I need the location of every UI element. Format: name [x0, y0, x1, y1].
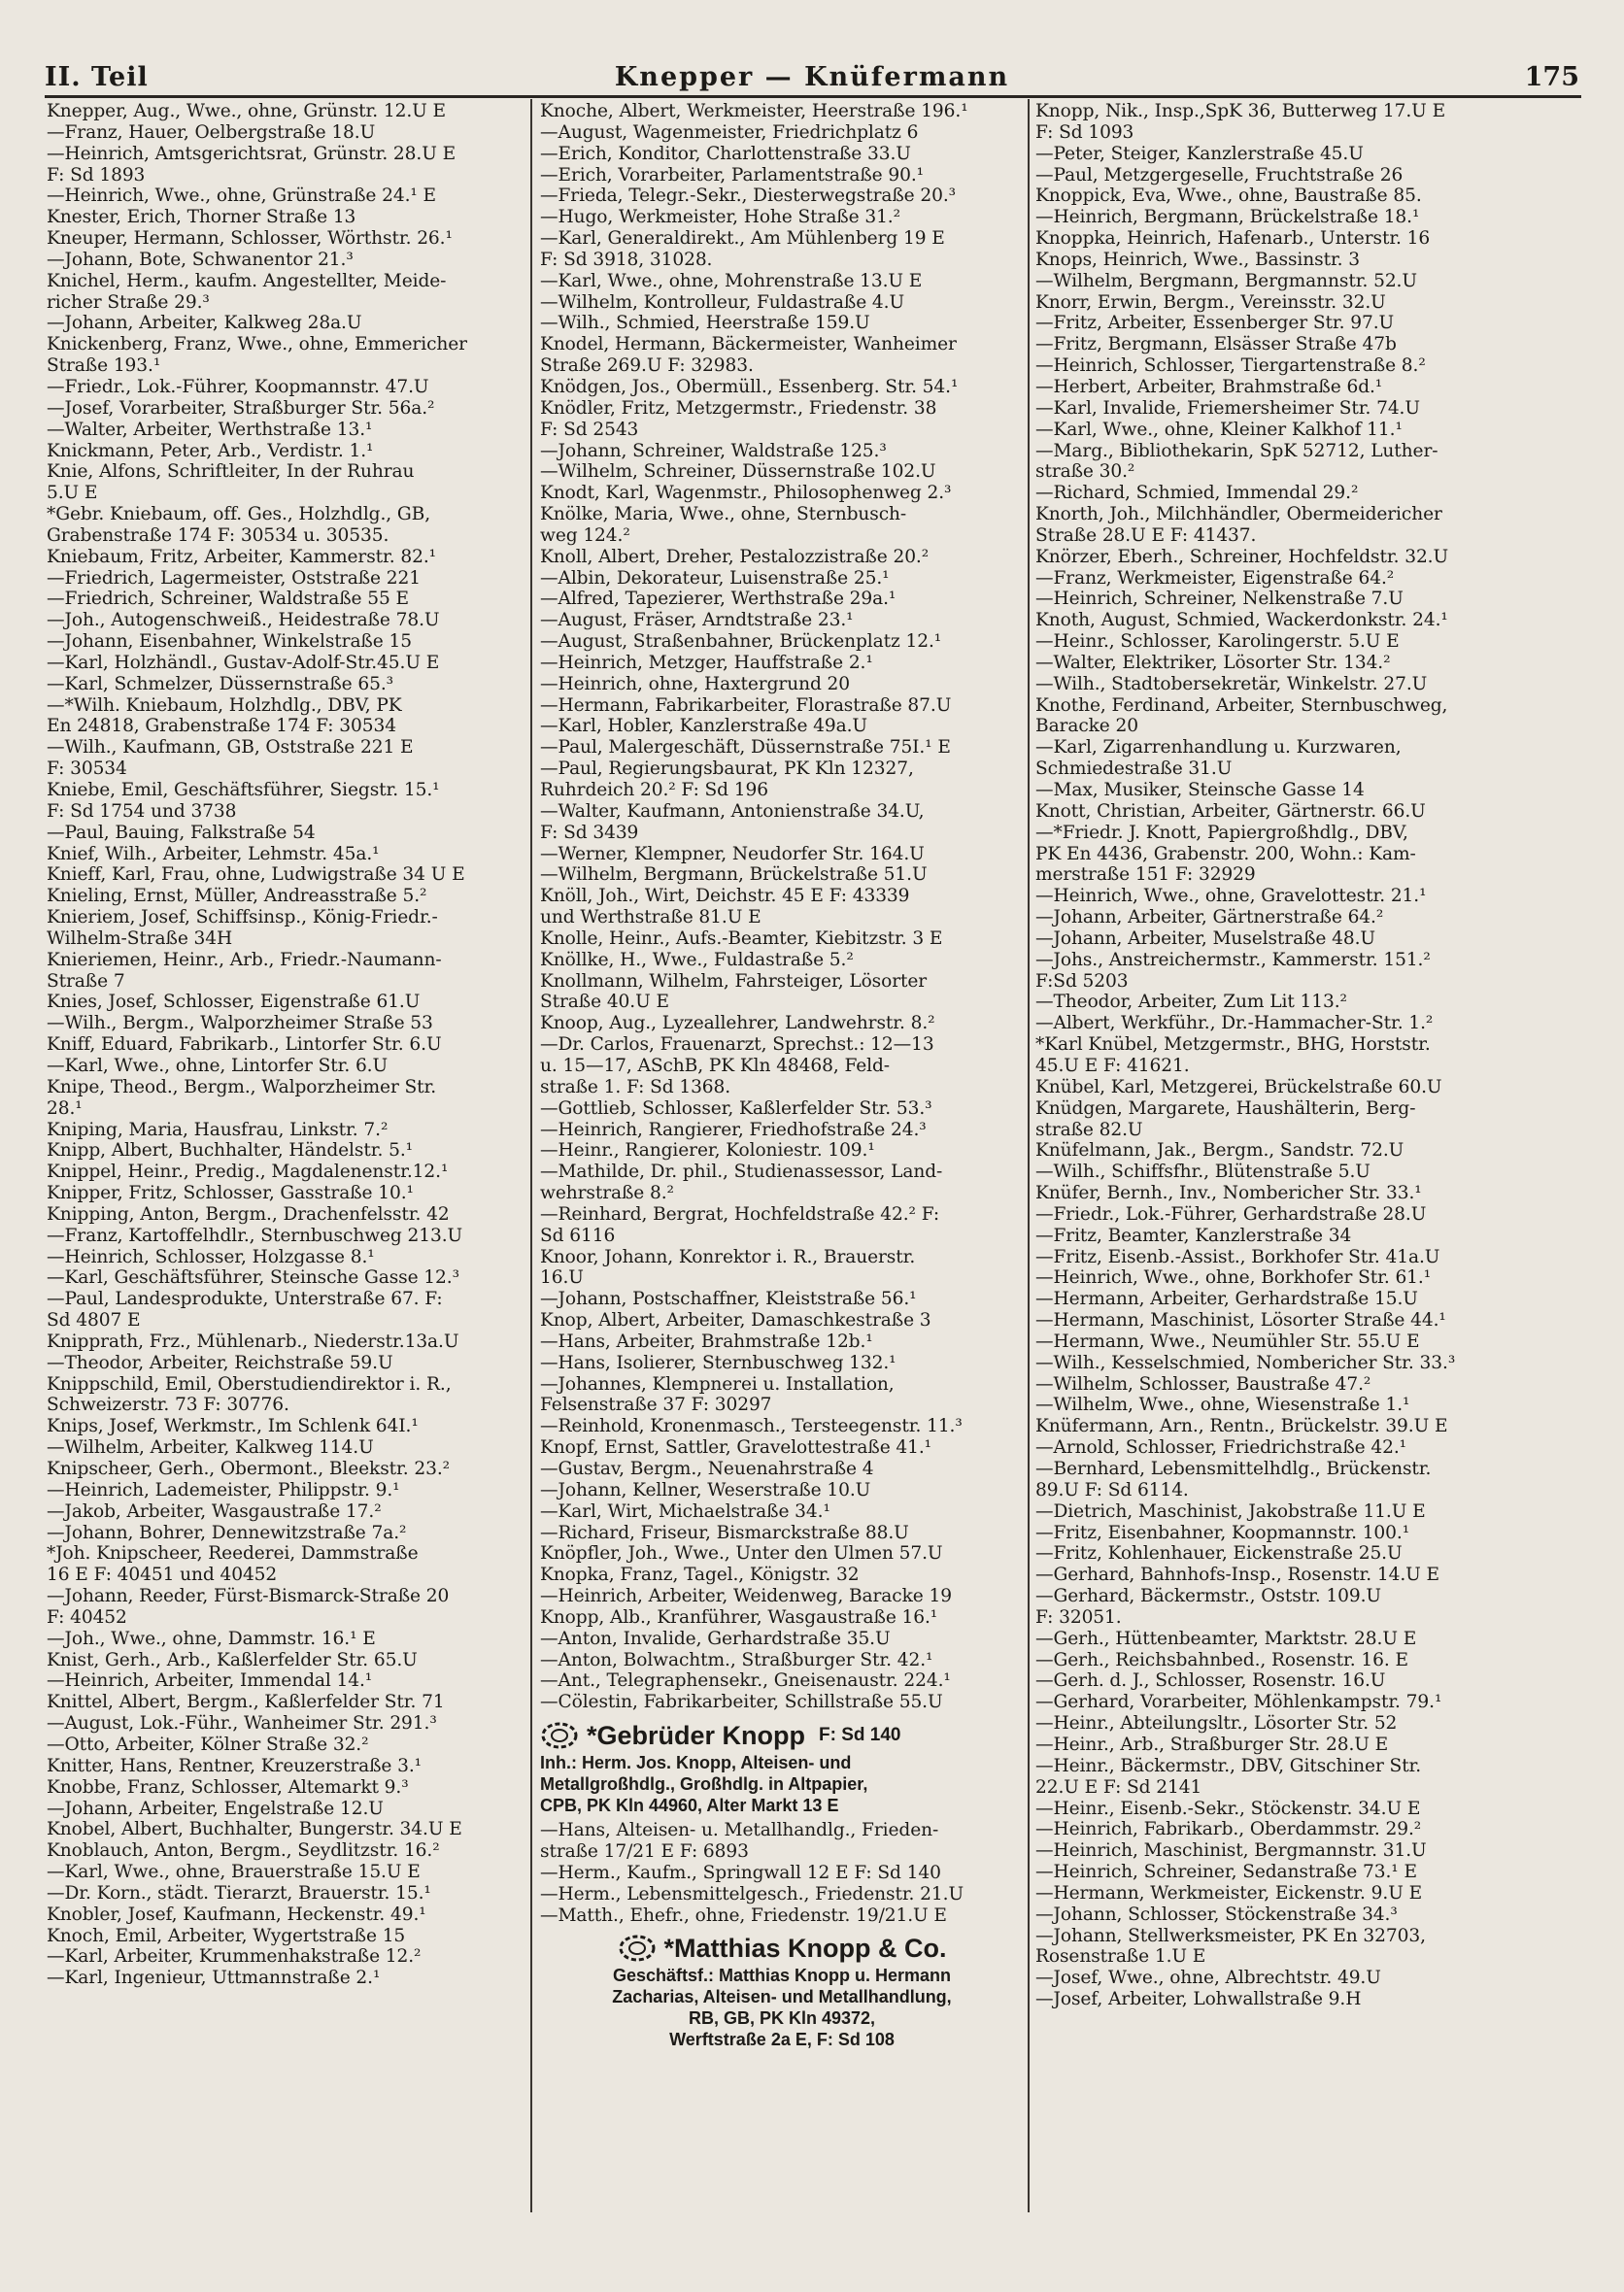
entry-line: Knödgen, Jos., Obermüll., Essenberg. Str. 54.¹	[540, 376, 959, 397]
entry-line: Knöllke, H., Wwe., Fuldastraße 5.²	[540, 949, 854, 970]
entry-line: —Heinrich, Schreiner, Sedanstraße 73.¹ E	[1035, 1862, 1417, 1883]
page-number: 175	[1524, 62, 1579, 92]
entry-line: F: Sd 1754 und 3738	[47, 800, 237, 822]
advert-title: *Matthias Knopp & Co.	[663, 1934, 947, 1964]
entry-line: merstraße 151 F: 32929	[1035, 864, 1256, 886]
entry-line: Knöll, Joh., Wirt, Deichstr. 45 E F: 43339	[540, 886, 910, 907]
entry-line: —Gerhard, Bahnhofs-Insp., Rosenstr. 14.U E	[1035, 1565, 1440, 1586]
entry-line: Knölke, Maria, Wwe., ohne, Sternbusch-	[540, 504, 907, 525]
entry-line: —Friedrich, Schreiner, Waldstraße 55 E	[47, 589, 409, 610]
knopp-firm-logo-icon	[540, 1721, 579, 1750]
entry-line: Grabenstraße 174 F: 30534 u. 30535.	[47, 524, 389, 546]
entry-line: —Franz, Hauer, Oelbergstraße 18.U	[47, 121, 376, 143]
entry-line: Knoch, Emil, Arbeiter, Wygertstraße 15	[47, 1925, 406, 1946]
entry-line: —Wilhelm, Kontrolleur, Fuldastraße 4.U	[540, 291, 905, 313]
entry-line: —Walter, Elektriker, Lösorter Str. 134.²	[1035, 652, 1391, 673]
entry-line: Knipp, Albert, Buchhalter, Händelstr. 5.¹	[47, 1140, 413, 1162]
entry-line: —Hermann, Wwe., Neumühler Str. 55.U E	[1035, 1331, 1420, 1352]
entry-line: *Joh. Knipscheer, Reederei, Dammstraße	[47, 1543, 419, 1565]
entry-line: Knüfermann, Arn., Rentn., Brückelstr. 39.U E	[1035, 1416, 1448, 1437]
entry-line: Metallgroßhdlg., Großhdlg. in Altpapier,	[540, 1774, 868, 1795]
entry-line: 5.U E	[47, 483, 98, 504]
entry-line: Straße 193.¹	[47, 355, 161, 377]
entry-line: —Karl, Zigarrenhandlung u. Kurzwaren,	[1035, 737, 1402, 758]
entry-line: F: Sd 1893	[47, 164, 146, 185]
entry-line: —Peter, Steiger, Kanzlerstraße 45.U	[1035, 143, 1364, 164]
entry-line: —Fritz, Eisenbahner, Koopmannstr. 100.¹	[1035, 1522, 1410, 1543]
entry-line: u. 15—17, ASchB, PK Kln 48468, Feld-	[540, 1055, 890, 1076]
entry-line: F: Sd 1093	[1035, 121, 1134, 143]
entry-line: —Franz, Werkmeister, Eigenstraße 64.²	[1035, 567, 1395, 589]
entry-line: —Wilh., Bergm., Walporzheimer Straße 53	[47, 1013, 433, 1034]
entry-line: —Heinrich, Schlosser, Tiergartenstraße 8.²	[1035, 355, 1426, 377]
entry-line: weg 124.²	[540, 524, 630, 546]
advert-body	[540, 1965, 1024, 2050]
entry-line: Knodel, Hermann, Bäckermeister, Wanheimer	[540, 334, 957, 355]
entry-line: —Hans, Arbeiter, Brahmstraße 12b.¹	[540, 1331, 873, 1352]
entry-line: —Johann, Arbeiter, Muselstraße 48.U	[1035, 927, 1375, 949]
entry-line: 16 E F: 40451 und 40452	[47, 1565, 278, 1586]
entry-line: —Joh., Wwe., ohne, Dammstr. 16.¹ E	[47, 1628, 376, 1649]
entry-line: —Karl, Geschäftsführer, Steinsche Gasse 12.³	[47, 1267, 459, 1289]
entry-line: —Heinrich, Fabrikarb., Oberdammstr. 29.²	[1035, 1819, 1422, 1840]
entry-line: straße 17/21 E F: 6893	[540, 1840, 749, 1862]
entry-line: Kniebaum, Fritz, Arbeiter, Kammerstr. 82.¹	[47, 546, 437, 567]
entry-line: Knüfelmann, Jak., Bergm., Sandstr. 72.U	[1035, 1140, 1404, 1162]
entry-line: —Wilhelm, Bergmann, Brückelstraße 51.U	[540, 864, 928, 886]
entry-line: —Cölestin, Fabrikarbeiter, Schillstraße 55.U	[540, 1692, 943, 1713]
entry-line: —Bernhard, Lebensmittelhdlg., Brückenstr.	[1035, 1459, 1432, 1479]
entry-line: —Arnold, Schlosser, Friedrichstraße 42.¹	[1035, 1437, 1406, 1459]
entry-line: —Johann, Arbeiter, Kalkweg 28a.U	[47, 313, 362, 334]
column-2-entries-b	[540, 1820, 1024, 1926]
entry-line: Knipping, Anton, Bergm., Drachenfelsstr. 42	[47, 1203, 450, 1225]
entry-line: Knipe, Theod., Bergm., Walporzheimer Str.	[47, 1076, 437, 1097]
column-2	[540, 101, 1024, 2054]
entry-line: Kniff, Eduard, Fabrikarb., Lintorfer Str. 6.U	[47, 1034, 442, 1056]
entry-line: —Fritz, Kohlenhauer, Eickenstraße 25.U	[1035, 1543, 1403, 1565]
entry-line: Wilhelm-Straße 34H	[47, 927, 233, 949]
entry-line: —Johann, Kellner, Weserstraße 10.U	[540, 1479, 871, 1500]
entry-line: —Johann, Eisenbahner, Winkelstraße 15	[47, 631, 412, 653]
entry-line: —Wilhelm, Schreiner, Düssernstraße 102.U	[540, 461, 936, 483]
entry-line: Knieling, Ernst, Müller, Andreasstraße 5.²	[47, 886, 427, 907]
entry-line: Werftstraße 2a E, F: Sd 108	[669, 2030, 895, 2050]
entry-line: —Heinrich, Schreiner, Nelkenstraße 7.U	[1035, 589, 1404, 610]
entry-line: —Alfred, Tapezierer, Werthstraße 29a.¹	[540, 589, 897, 610]
entry-line: —Johannes, Klempnerei u. Installation,	[540, 1373, 895, 1395]
entry-line: Knolle, Heinr., Aufs.-Beamter, Kiebitzstr. 3 E	[540, 927, 943, 949]
entry-line: *Gebr. Kniebaum, off. Ges., Holzhdlg., GB,	[47, 504, 431, 525]
header-rule	[45, 95, 1581, 98]
entry-line: —Heinrich, Maschinist, Bergmannstr. 31.U	[1035, 1840, 1427, 1862]
entry-line: Kniebe, Emil, Geschäftsführer, Siegstr. 15.¹	[47, 780, 440, 800]
entry-line: —Hermann, Werkmeister, Eickenstr. 9.U E	[1035, 1882, 1423, 1904]
entry-line: —Fritz, Bergmann, Elsässer Straße 47b	[1035, 334, 1397, 355]
entry-line: Sd 4807 E	[47, 1310, 141, 1331]
entry-line: Knopka, Franz, Tagel., Königstr. 32	[540, 1565, 860, 1586]
entry-line: Knieff, Karl, Frau, ohne, Ludwigstraße 34 U E	[47, 864, 465, 886]
column-divider	[530, 99, 532, 2212]
entry-line: —Frieda, Telegr.-Sekr., Diesterwegstraße 20.³	[540, 185, 957, 207]
header-range: Knepper — Knüfermann	[614, 62, 1010, 92]
entry-line: —Karl, Arbeiter, Krummenhakstraße 12.²	[47, 1946, 422, 1968]
advert-matthias-knopp	[540, 1932, 1024, 2050]
entry-line: Knipper, Fritz, Schlosser, Gasstraße 10.¹	[47, 1183, 414, 1204]
entry-line: —Wilh., Schmied, Heerstraße 159.U	[540, 313, 870, 334]
entry-line: CPB, PK Kln 44960, Alter Markt 13 E	[540, 1796, 839, 1816]
entry-line: —Herm., Kaufm., Springwall 12 E F: Sd 140	[540, 1862, 941, 1883]
entry-line: Knickmann, Peter, Arb., Verdistr. 1.¹	[47, 440, 374, 461]
entry-line: Felsenstraße 37 F: 30297	[540, 1395, 772, 1416]
entry-line: —Karl, Wwe., ohne, Kleiner Kalkhof 11.¹	[1035, 419, 1403, 440]
entry-line: —Reinhold, Kronenmasch., Tersteegenstr. 11.³	[540, 1416, 963, 1437]
entry-line: —Heinrich, ohne, Haxtergrund 20	[540, 673, 851, 694]
entry-line: Knoll, Albert, Dreher, Pestalozzistraße 20.²	[540, 546, 930, 567]
entry-line: —Paul, Landesprodukte, Unterstraße 67. F:	[47, 1289, 443, 1310]
entry-line: Zacharias, Alteisen- und Metallhandlung,	[612, 1987, 952, 2007]
entry-line: Straße 269.U F: 32983.	[540, 355, 754, 377]
entry-line: F: Sd 3918, 31028.	[540, 249, 713, 270]
page-header	[45, 62, 1579, 97]
entry-line: —August, Wagenmeister, Friedrichplatz 6	[540, 121, 919, 143]
entry-line: Knops, Heinrich, Wwe., Bassinstr. 3	[1035, 249, 1361, 270]
entry-line: —Wilh., Schiffsfhr., Blütenstraße 5.U	[1035, 1162, 1370, 1183]
entry-line: —Theodor, Arbeiter, Reichstraße 59.U	[47, 1352, 393, 1373]
entry-line: F: 40452	[47, 1606, 127, 1628]
entry-line: —Johann, Stellwerksmeister, PK En 32703,	[1035, 1925, 1426, 1946]
advert-body	[540, 1752, 1024, 1816]
entry-line: —Wilhelm, Schlosser, Baustraße 47.²	[1035, 1373, 1371, 1395]
entry-line: Knist, Gerh., Arb., Kaßlerfelder Str. 65.U	[47, 1649, 418, 1670]
entry-line: —Heinr., Bäckermstr., DBV, Gitschiner Str.	[1035, 1755, 1422, 1776]
entry-line: Knoop, Aug., Lyzeallehrer, Landwehrstr. 8.²	[540, 1013, 935, 1034]
entry-line: Knippschild, Emil, Oberstudiendirektor i. R.,	[47, 1373, 452, 1395]
entry-line: —Karl, Hobler, Kanzlerstraße 49a.U	[540, 716, 867, 737]
entry-line: —Paul, Metzgergeselle, Fruchtstraße 26	[1035, 164, 1404, 185]
entry-line: —Karl, Ingenieur, Uttmannstraße 2.¹	[47, 1968, 381, 1989]
entry-line: richer Straße 29.³	[47, 291, 210, 313]
entry-line: —Albin, Dekorateur, Luisenstraße 25.¹	[540, 567, 890, 589]
entry-line: —Hans, Alteisen- u. Metallhandlg., Frieden-	[540, 1820, 939, 1841]
entry-line: —Gerh. d. J., Schlosser, Rosenstr. 16.U	[1035, 1670, 1386, 1692]
entry-line: *Karl Knübel, Metzgermstr., BHG, Horststr.	[1035, 1034, 1431, 1056]
entry-line: Knoblauch, Anton, Bergm., Seydlitzstr. 16.²	[47, 1840, 440, 1862]
entry-line: —Hermann, Arbeiter, Gerhardstraße 15.U	[1035, 1289, 1418, 1310]
entry-line: —Heinrich, Wwe., ohne, Borkhofer Str. 61.¹	[1035, 1267, 1432, 1289]
entry-line: Sd 6116	[540, 1225, 616, 1246]
entry-line: —Heinrich, Bergmann, Brückelstraße 18.¹	[1035, 207, 1420, 228]
entry-line: F:Sd 5203	[1035, 970, 1129, 992]
entry-line: —Dr. Carlos, Frauenarzt, Sprechst.: 12—13	[540, 1034, 934, 1056]
entry-line: Straße 28.U E F: 41437.	[1035, 524, 1257, 546]
entry-line: Knüdgen, Margarete, Haushälterin, Berg-	[1035, 1097, 1416, 1119]
entry-line: F: 30534	[47, 758, 127, 780]
entry-line: und Werthstraße 81.U E	[540, 907, 761, 928]
entry-line: —Wilhelm, Wwe., ohne, Wiesenstraße 1.¹	[1035, 1395, 1410, 1416]
entry-line: —Karl, Wwe., ohne, Lintorfer Str. 6.U	[47, 1055, 389, 1076]
entry-line: Knopp, Alb., Kranführer, Wasgaustraße 16.¹	[540, 1606, 938, 1628]
entry-line: Knüfer, Bernh., Inv., Nombericher Str. 33.¹	[1035, 1183, 1422, 1204]
entry-line: —Albert, Werkführ., Dr.-Hammacher-Str. 1.²	[1035, 1013, 1434, 1034]
entry-line: —Max, Musiker, Steinsche Gasse 14	[1035, 780, 1365, 800]
entry-line: Schweizerstr. 73 F: 30776.	[47, 1395, 289, 1416]
entry-line: —Richard, Friseur, Bismarckstraße 88.U	[540, 1522, 909, 1543]
entry-line: —Gerhard, Bäckermstr., Oststr. 109.U	[1035, 1586, 1381, 1607]
entry-line: —Wilhelm, Arbeiter, Kalkweg 114.U	[47, 1437, 374, 1459]
entry-line: Knippel, Heinr., Predig., Magdalenenstr.12.¹	[47, 1162, 449, 1183]
entry-line: —August, Lok.-Führ., Wanheimer Str. 291.³	[47, 1713, 437, 1735]
entry-line: Knorth, Joh., Milchhändler, Obermeidericher	[1035, 504, 1442, 525]
entry-line: —Heinr., Schlosser, Karolingerstr. 5.U E	[1035, 631, 1400, 653]
entry-line: Knips, Josef, Werkmstr., Im Schlenk 64I.¹	[47, 1416, 419, 1437]
entry-line: —Dr. Korn., städt. Tierarzt, Brauerstr. 15.¹	[47, 1882, 431, 1904]
entry-line: —August, Straßenbahner, Brückenplatz 12.¹	[540, 631, 942, 653]
entry-line: Knübel, Karl, Metzgerei, Brückelstraße 60.U	[1035, 1076, 1442, 1097]
entry-line: Knieriem, Josef, Schiffsinsp., König-Friedr.-	[47, 907, 438, 928]
entry-line: Knothe, Ferdinand, Arbeiter, Sternbuschweg,	[1035, 694, 1448, 716]
entry-line: —Johann, Arbeiter, Engelstraße 12.U	[47, 1798, 384, 1819]
entry-line: —Heinrich, Arbeiter, Immendal 14.¹	[47, 1670, 373, 1692]
entry-line: Knott, Christian, Arbeiter, Gärtnerstr. 66.U	[1035, 800, 1426, 822]
entry-line: —Reinhard, Bergrat, Hochfeldstraße 42.² F:	[540, 1203, 940, 1225]
entry-line: —Wilh., Kesselschmied, Nombericher Str. 33.³	[1035, 1352, 1456, 1373]
entry-line: —*Wilh. Kniebaum, Holzhdlg., DBV, PK	[47, 694, 402, 716]
entry-line: —Wilh., Kaufmann, GB, Oststraße 221 E	[47, 737, 414, 758]
entry-line: Knoppka, Heinrich, Hafenarb., Unterstr. 16	[1035, 228, 1431, 250]
entry-line: —Herbert, Arbeiter, Brahmstraße 6d.¹	[1035, 376, 1383, 397]
entry-line: —Otto, Arbeiter, Kölner Straße 32.²	[47, 1734, 369, 1755]
entry-line: —Dietrich, Maschinist, Jakobstraße 11.U E	[1035, 1500, 1426, 1522]
entry-line: —Heinr., Abteilungsltr., Lösorter Str. 52	[1035, 1713, 1398, 1735]
entry-line: Knieriemen, Heinr., Arb., Friedr.-Naumann-	[47, 949, 442, 970]
entry-line: —August, Fräser, Arndtstraße 23.¹	[540, 610, 854, 631]
entry-line: —Gerh., Hüttenbeamter, Marktstr. 28.U E	[1035, 1628, 1417, 1649]
entry-line: Knopp, Nik., Insp.,SpK 36, Butterweg 17.U E	[1035, 101, 1446, 121]
entry-line: —Heinr., Rangierer, Koloniestr. 109.¹	[540, 1140, 875, 1162]
entry-line: Knörzer, Eberh., Schreiner, Hochfeldstr. 32.U	[1035, 546, 1449, 567]
entry-line: 22.U E F: Sd 2141	[1035, 1776, 1202, 1798]
entry-line: —Marg., Bibliothekarin, SpK 52712, Luther-	[1035, 440, 1438, 461]
entry-line: —Johann, Postschaffner, Kleiststraße 56.¹	[540, 1289, 917, 1310]
entry-line: Knitter, Hans, Rentner, Kreuzerstraße 3.¹	[47, 1755, 423, 1776]
entry-line: —Heinrich, Wwe., ohne, Grünstraße 24.¹ E	[47, 185, 437, 207]
entry-line: —Wilhelm, Bergmann, Bergmannstr. 52.U	[1035, 270, 1417, 291]
entry-line: —Karl, Wirt, Michaelstraße 34.¹	[540, 1500, 830, 1522]
entry-line: Baracke 20	[1035, 716, 1138, 737]
entry-line: Straße 40.U E	[540, 992, 669, 1013]
column-3	[1035, 101, 1529, 2010]
entry-line: —Anton, Bolwachtm., Straßburger Str. 42.¹	[540, 1649, 933, 1670]
entry-line: straße 82.U	[1035, 1119, 1143, 1140]
entry-line: —Karl, Holzhändl., Gustav-Adolf-Str.45.U E	[47, 652, 440, 673]
entry-line: —Herm., Lebensmittelgesch., Friedenstr. 21.U	[540, 1883, 964, 1904]
entry-line: —Friedr., Lok.-Führer, Gerhardstraße 28.U	[1035, 1203, 1427, 1225]
entry-line: —Hermann, Maschinist, Lösorter Straße 44.¹	[1035, 1310, 1446, 1331]
entry-line: —Mathilde, Dr. phil., Studienassessor, Land-	[540, 1162, 943, 1183]
entry-line: —Jakob, Arbeiter, Wasgaustraße 17.²	[47, 1500, 382, 1522]
entry-line: —Johann, Schreiner, Waldstraße 125.³	[540, 440, 887, 461]
entry-line: En 24818, Grabenstraße 174 F: 30534	[47, 716, 396, 737]
entry-line: —Joh., Autogenschweiß., Heidestraße 78.U	[47, 610, 440, 631]
entry-line: —Franz, Kartoffelhdlr., Sternbuschweg 213.U	[47, 1225, 463, 1246]
entry-line: Knoth, August, Schmied, Wackerdonkstr. 24.¹	[1035, 610, 1448, 631]
advert-gebrueder-knopp	[540, 1719, 1024, 1816]
entry-line: —Heinrich, Arbeiter, Weidenweg, Baracke 19	[540, 1586, 952, 1607]
entry-line: 28.¹	[47, 1097, 83, 1119]
knopp-firm-logo-icon	[618, 1934, 657, 1963]
entry-line: —Ant., Telegraphensekr., Gneisenaustr. 224.¹	[540, 1670, 951, 1692]
entry-line: Knödler, Fritz, Metzgermstr., Friedenstr. 38	[540, 397, 937, 419]
advert-title: *Gebrüder Knopp	[587, 1721, 806, 1751]
entry-line: —Heinrich, Schlosser, Holzgasse 8.¹	[47, 1246, 375, 1267]
entry-line: Knepper, Aug., Wwe., ohne, Grünstr. 12.U E	[47, 101, 447, 121]
entry-line: —Gottlieb, Schlosser, Kaßlerfelder Str. 53.³	[540, 1097, 932, 1119]
entry-line: F: 32051.	[1035, 1606, 1122, 1628]
entry-line: —Heinrich, Lademeister, Philippstr. 9.¹	[47, 1479, 400, 1500]
entry-line: —Johann, Schlosser, Stöckenstraße 34.³	[1035, 1904, 1398, 1925]
entry-line: —Gustav, Bergm., Neuenahrstraße 4	[540, 1459, 874, 1479]
entry-line: RB, GB, PK Kln 49372,	[688, 2008, 876, 2029]
entry-line: —Josef, Vorarbeiter, Straßburger Str. 56a.²	[47, 397, 435, 419]
entry-line: —Gerhard, Vorarbeiter, Möhlenkampstr. 79.¹	[1035, 1692, 1442, 1713]
entry-line: F: Sd 3439	[540, 822, 639, 843]
entry-line: —Josef, Arbeiter, Lohwallstraße 9.H	[1035, 1989, 1362, 2010]
column-1	[47, 101, 523, 1989]
entry-line: —Johann, Reeder, Fürst-Bismarck-Straße 20	[47, 1586, 450, 1607]
entry-line: Inh.: Herm. Jos. Knopp, Alteisen- und	[540, 1753, 852, 1773]
entry-line: —Theodor, Arbeiter, Zum Lit 113.²	[1035, 992, 1347, 1013]
entry-line: —Fritz, Beamter, Kanzlerstraße 34	[1035, 1225, 1352, 1246]
entry-line: —Hugo, Werkmeister, Hohe Straße 31.²	[540, 207, 900, 228]
entry-line: Knobel, Albert, Buchhalter, Bungerstr. 34.U E	[47, 1819, 462, 1840]
entry-line: —Richard, Schmied, Immendal 29.²	[1035, 483, 1359, 504]
entry-line: —Hans, Isolierer, Sternbuschweg 132.¹	[540, 1352, 897, 1373]
entry-line: —Hermann, Fabrikarbeiter, Florastraße 87.U	[540, 694, 952, 716]
entry-line: Knester, Erich, Thorner Straße 13	[47, 207, 356, 228]
entry-line: —Anton, Invalide, Gerhardstraße 35.U	[540, 1628, 891, 1649]
entry-line: Knie, Alfons, Schriftleiter, In der Ruhrau	[47, 461, 415, 483]
entry-line: —Erich, Vorarbeiter, Parlamentstraße 90.¹	[540, 164, 924, 185]
entry-line: —Karl, Generaldirekt., Am Mühlenberg 19 E	[540, 228, 945, 250]
entry-line: —Erich, Konditor, Charlottenstraße 33.U	[540, 143, 911, 164]
entry-line: Knipscheer, Gerh., Obermont., Bleekstr. 23.²	[47, 1459, 451, 1479]
entry-line: —Johann, Arbeiter, Gärtnerstraße 64.²	[1035, 907, 1384, 928]
entry-line: wehrstraße 8.²	[540, 1183, 674, 1204]
entry-line: Knittel, Albert, Bergm., Kaßlerfelder Str. 71	[47, 1692, 445, 1713]
entry-line: 16.U	[540, 1267, 584, 1289]
entry-line: —Paul, Malergeschäft, Düssernstraße 75I.¹ E	[540, 737, 951, 758]
entry-line: —Heinrich, Rangierer, Friedhofstraße 24.³	[540, 1119, 927, 1140]
entry-line: —Paul, Bauing, Falkstraße 54	[47, 822, 316, 843]
header-part: II. Teil	[45, 62, 149, 92]
entry-line: Knichel, Herm., kaufm. Angestellter, Meide-	[47, 270, 447, 291]
entry-line: —Johann, Bohrer, Dennewitzstraße 7a.²	[47, 1522, 407, 1543]
entry-line: 89.U F: Sd 6114.	[1035, 1479, 1189, 1500]
entry-line: —*Friedr. J. Knott, Papiergroßhdlg., DBV,	[1035, 822, 1408, 843]
entry-line: Straße 7	[47, 970, 125, 992]
entry-line: —Paul, Regierungsbaurat, PK Kln 12327,	[540, 758, 914, 780]
entry-line: Knop, Albert, Arbeiter, Damaschkestraße 3	[540, 1310, 931, 1331]
entry-line: Ruhrdeich 20.² F: Sd 196	[540, 780, 768, 800]
entry-line: —Heinrich, Amtsgerichtsrat, Grünstr. 28.U E	[47, 143, 457, 164]
entry-line: Knoppick, Eva, Wwe., ohne, Baustraße 85.	[1035, 185, 1422, 207]
entry-line: PK En 4436, Grabenstr. 200, Wohn.: Kam-	[1035, 843, 1416, 864]
entry-line: Knopf, Ernst, Sattler, Gravelottestraße 41.¹	[540, 1437, 932, 1459]
column-divider	[1028, 99, 1030, 2212]
entry-line: —Friedrich, Lagermeister, Oststraße 221	[47, 567, 421, 589]
entry-line: —Fritz, Eisenb.-Assist., Borkhofer Str. 41a.U	[1035, 1246, 1440, 1267]
entry-line: —Friedr., Lok.-Führer, Koopmannstr. 47.U	[47, 376, 429, 397]
advert-phone: F: Sd 140	[819, 1725, 901, 1746]
entry-line: —Karl, Wwe., ohne, Brauerstraße 15.U E	[47, 1862, 421, 1883]
entry-line: —Walter, Kaufmann, Antonienstraße 34.U,	[540, 800, 925, 822]
entry-line: —Gerh., Reichsbahnbed., Rosenstr. 16. E	[1035, 1649, 1408, 1670]
entry-line: —Walter, Arbeiter, Werthstraße 13.¹	[47, 419, 373, 440]
entry-line: Rosenstraße 1.U E	[1035, 1946, 1206, 1968]
entry-line: 45.U E F: 41621.	[1035, 1055, 1190, 1076]
entry-line: Knoor, Johann, Konrektor i. R., Brauerstr.	[540, 1246, 916, 1267]
entry-line: Knies, Josef, Schlosser, Eigenstraße 61.U	[47, 992, 421, 1013]
entry-line: Geschäftsf.: Matthias Knopp u. Hermann	[612, 1966, 952, 1986]
entry-line: straße 30.²	[1035, 461, 1135, 483]
entry-line: —Heinr., Eisenb.-Sekr., Stöckenstr. 34.U E	[1035, 1798, 1421, 1819]
entry-line: —Matth., Ehefr., ohne, Friedenstr. 19/21.U E	[540, 1904, 947, 1926]
entry-line: —Johann, Bote, Schwanentor 21.³	[47, 249, 354, 270]
entry-line: Knoche, Albert, Werkmeister, Heerstraße 196.¹	[540, 101, 968, 121]
entry-line: —Fritz, Arbeiter, Essenberger Str. 97.U	[1035, 313, 1395, 334]
entry-line: —Heinrich, Metzger, Hauffstraße 2.¹	[540, 652, 873, 673]
entry-line: —Josef, Wwe., ohne, Albrechtstr. 49.U	[1035, 1968, 1381, 1989]
entry-line: Kneuper, Hermann, Schlosser, Wörthstr. 26.¹	[47, 228, 453, 250]
entry-line: —Karl, Schmelzer, Düssernstraße 65.³	[47, 673, 393, 694]
entry-line: Knorr, Erwin, Bergm., Vereinsstr. 32.U	[1035, 291, 1386, 313]
entry-line: Knipprath, Frz., Mühlenarb., Niederstr.13a.U	[47, 1331, 459, 1352]
entry-line: Knobbe, Franz, Schlosser, Altemarkt 9.³	[47, 1776, 409, 1798]
entry-line: —Heinrich, Wwe., ohne, Gravelottestr. 21.¹	[1035, 886, 1427, 907]
column-2-entries-a	[540, 101, 1024, 1713]
entry-line: Schmiedestraße 31.U	[1035, 758, 1233, 780]
entry-line: F: Sd 2543	[540, 419, 639, 440]
entry-line: Knodt, Karl, Wagenmstr., Philosophenweg 2.³	[540, 483, 952, 504]
entry-line: Knobler, Josef, Kaufmann, Heckenstr. 49.¹	[47, 1904, 426, 1925]
entry-line: —Heinr., Arb., Straßburger Str. 28.U E	[1035, 1734, 1389, 1755]
entry-line: Knollmann, Wilhelm, Fahrsteiger, Lösorter	[540, 970, 928, 992]
entry-line: —Karl, Invalide, Friemersheimer Str. 74.U	[1035, 397, 1420, 419]
entry-line: —Wilh., Stadtobersekretär, Winkelstr. 27.U	[1035, 673, 1428, 694]
entry-line: Knöpfler, Joh., Wwe., Unter den Ulmen 57.U	[540, 1543, 943, 1565]
entry-line: Knickenberg, Franz, Wwe., ohne, Emmericher	[47, 334, 467, 355]
entry-line: Knief, Wilh., Arbeiter, Lehmstr. 45a.¹	[47, 843, 380, 864]
entry-line: —Werner, Klempner, Neudorfer Str. 164.U	[540, 843, 925, 864]
entry-line: straße 1. F: Sd 1368.	[540, 1076, 731, 1097]
entry-line: —Johs., Anstreichermstr., Kammerstr. 151.²	[1035, 949, 1431, 970]
entry-line: Kniping, Maria, Hausfrau, Linkstr. 7.²	[47, 1119, 389, 1140]
entry-line: —Karl, Wwe., ohne, Mohrenstraße 13.U E	[540, 270, 923, 291]
